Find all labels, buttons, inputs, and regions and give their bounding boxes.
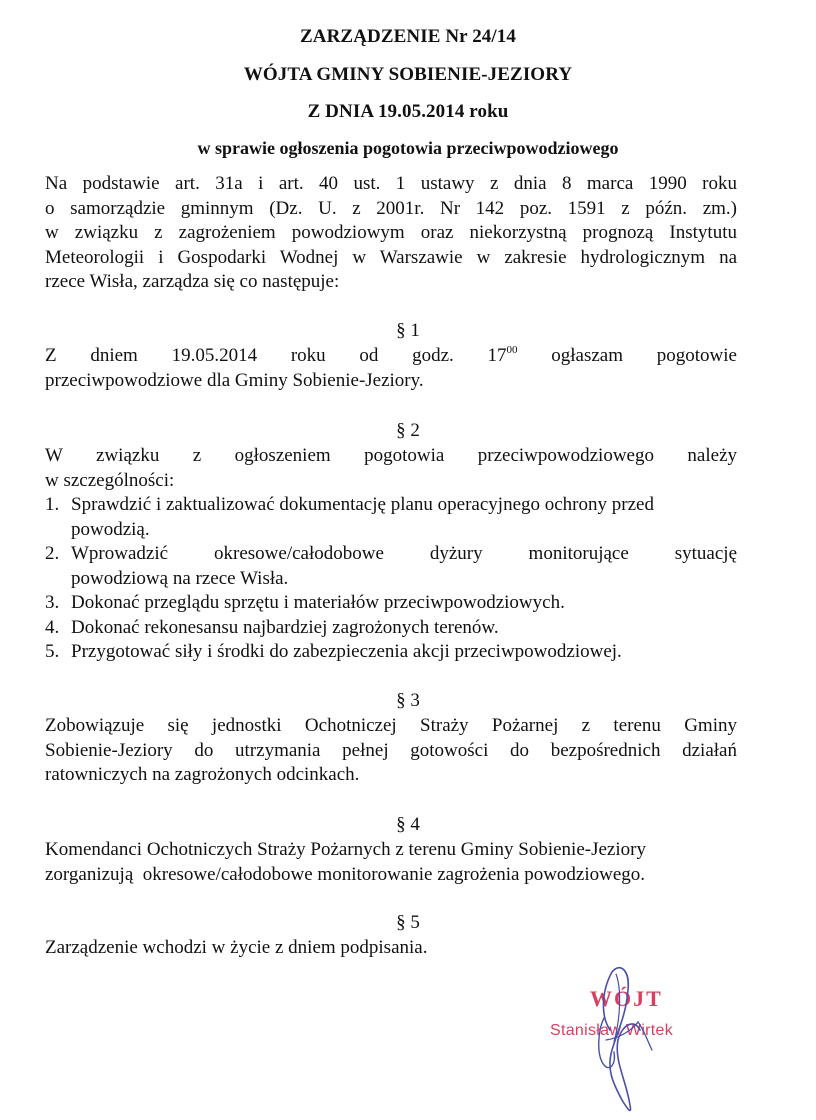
section-1-mark: § 1 (396, 320, 420, 341)
section-5-body: Zarządzenie wchodzi w życie z dniem podpisania. (45, 937, 428, 958)
section-2-mark: § 2 (396, 420, 420, 441)
section-1-body (45, 344, 737, 393)
issuer-title: WÓJTA GMINY SOBIENIE-JEZIORY (243, 64, 573, 85)
handwritten-signature-icon (540, 960, 740, 1120)
preamble-line: Na podstawie art. 31a i art. 40 ust. 1 ustawy z dnia 8 marca 1990 roku (45, 173, 737, 194)
ordinance-number: ZARZĄDZENIE Nr 24/14 (300, 26, 516, 47)
preamble-line: Meteorologii i Gospodarki Wodnej w Warszawie w zakresie hydrologicznym na (45, 246, 737, 268)
section-2-intro (45, 444, 737, 493)
list-item: 1. Sprawdzić i zaktualizować dokumentację planu operacyjnego ochrony przed powodzią. (45, 494, 654, 540)
list-item: 4. Dokonać rekonesansu najbardziej zagrożonych terenów. (45, 616, 499, 638)
preamble-line: o samorządzie gminnym (Dz. U. z 2001r. Nr 142 poz. 1591 z późn. zm.) (45, 197, 737, 219)
preamble-line: w związku z zagrożeniem powodziowym oraz niekorzystną prognozą Instytutu (45, 222, 737, 243)
ordinance-subject: w sprawie ogłoszenia pogotowia przeciwpowodziowego (197, 138, 619, 158)
section-2-intro-line-2: w szczególności: (45, 469, 175, 491)
section-3-mark: § 3 (396, 690, 420, 711)
stamp-name: Stanisław Wirtek (550, 1022, 674, 1039)
official-stamp (540, 960, 740, 1120)
section-1-line-1: Z dniem 19.05.2014 roku od godz. $17^{00}$ ogłaszam pogotowie (45, 344, 737, 369)
hour: $17^{00}$ (487, 344, 518, 366)
preamble (45, 172, 737, 295)
list-item: 3. Dokonać przeglądu sprzętu i materiałów przeciwpowodziowych. (45, 592, 565, 613)
section-2-list (45, 493, 737, 665)
stamp-title: WÓJT (590, 986, 663, 1011)
section-5-mark: § 5 (396, 912, 420, 933)
section-4-mark: § 4 (396, 814, 420, 835)
list-item: 2. Wprowadzić okresowe/całodobowe dyżury monitorujące sytuację powodziową na rzece Wisła. (45, 543, 737, 589)
section-2-intro-line-1: W związku z ogłoszeniem pogotowia przeciwpowodziowego należy (45, 445, 737, 466)
section-4-body: Komendanci Ochotniczych Straży Pożarnych z terenu Gminy Sobienie-Jeziory zorganizują okresowe/całodobowe monitorowanie zagrożenia powodziowego. (45, 839, 646, 885)
list-item: 5. Przygotować siły i środki do zabezpieczenia akcji przeciwpowodziowej. (45, 641, 622, 662)
preamble-line: rzece Wisła, zarządza się co następuje: (45, 271, 340, 292)
issue-date: Z DNIA 19.05.2014 roku (307, 101, 509, 122)
section-1-line-2: przeciwpowodziowe dla Gminy Sobienie-Jeziory. (45, 369, 424, 391)
section-3-body: Zobowiązuje się jednostki Ochotniczej Straży Pożarnej z terenu Gminy Sobienie-Jeziory do utrzymania pełnej gotowości do bezpośrednich działań ratowniczych na zagrożonych odcinkach. (45, 715, 737, 785)
